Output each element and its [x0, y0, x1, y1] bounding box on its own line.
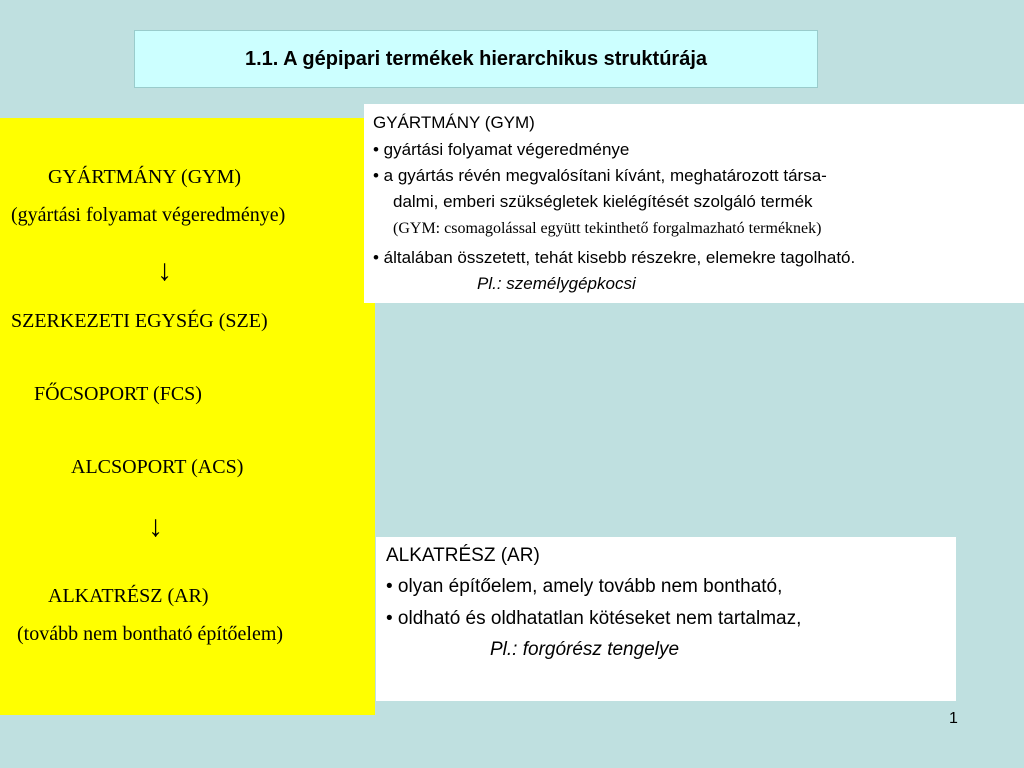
slide-title: [134, 30, 818, 88]
hierarchy-gym-description: (gyártási folyamat végeredménye): [11, 204, 286, 226]
hierarchy-sze: SZERKEZETI EGYSÉG (SZE): [11, 310, 268, 332]
hierarchy-panel: [0, 118, 375, 715]
hierarchy-gym: GYÁRTMÁNY (GYM): [48, 166, 242, 188]
hierarchy-ar: ALKATRÉSZ (AR): [48, 585, 209, 607]
down-arrow-icon: ↓: [148, 510, 163, 543]
gym-box-line: dalmi, emberi szükségletek kielégítését szolgáló termék: [393, 192, 813, 211]
ar-box-line: • olyan építőelem, amely tovább nem bontható,: [386, 576, 783, 597]
page-number: 1: [949, 710, 958, 727]
gym-box-line: • általában összetett, tehát kisebb részekre, elemekre tagolható.: [373, 248, 856, 267]
gym-box-line: • a gyártás révén megvalósítani kívánt, meghatározott társa-: [373, 166, 827, 185]
hierarchy-acs: ALCSOPORT (ACS): [71, 456, 244, 478]
hierarchy-ar-description: (tovább nem bontható építőelem): [17, 623, 284, 645]
slide-title-text: 1.1. A gépipari termékek hierarchikus struktúrája: [244, 47, 708, 70]
gym-box-note: (GYM: csomagolással együtt tekinthető forgalmazható terméknek): [393, 220, 822, 237]
ar-box-example: Pl.: forgórész tengelye: [490, 639, 680, 660]
ar-box-line: • oldható és oldhatatlan kötéseket nem tartalmaz,: [386, 608, 802, 629]
gym-box-heading: GYÁRTMÁNY (GYM): [373, 113, 535, 132]
gym-box-line: • gyártási folyamat végeredménye: [373, 140, 630, 159]
hierarchy-fcs: FŐCSOPORT (FCS): [34, 383, 202, 405]
gym-definition-box: [364, 104, 1024, 303]
ar-definition-box: [376, 537, 956, 701]
ar-box-heading: ALKATRÉSZ (AR): [386, 545, 540, 566]
down-arrow-icon: ↓: [157, 254, 172, 287]
gym-box-example: Pl.: személygépkocsi: [477, 274, 636, 293]
